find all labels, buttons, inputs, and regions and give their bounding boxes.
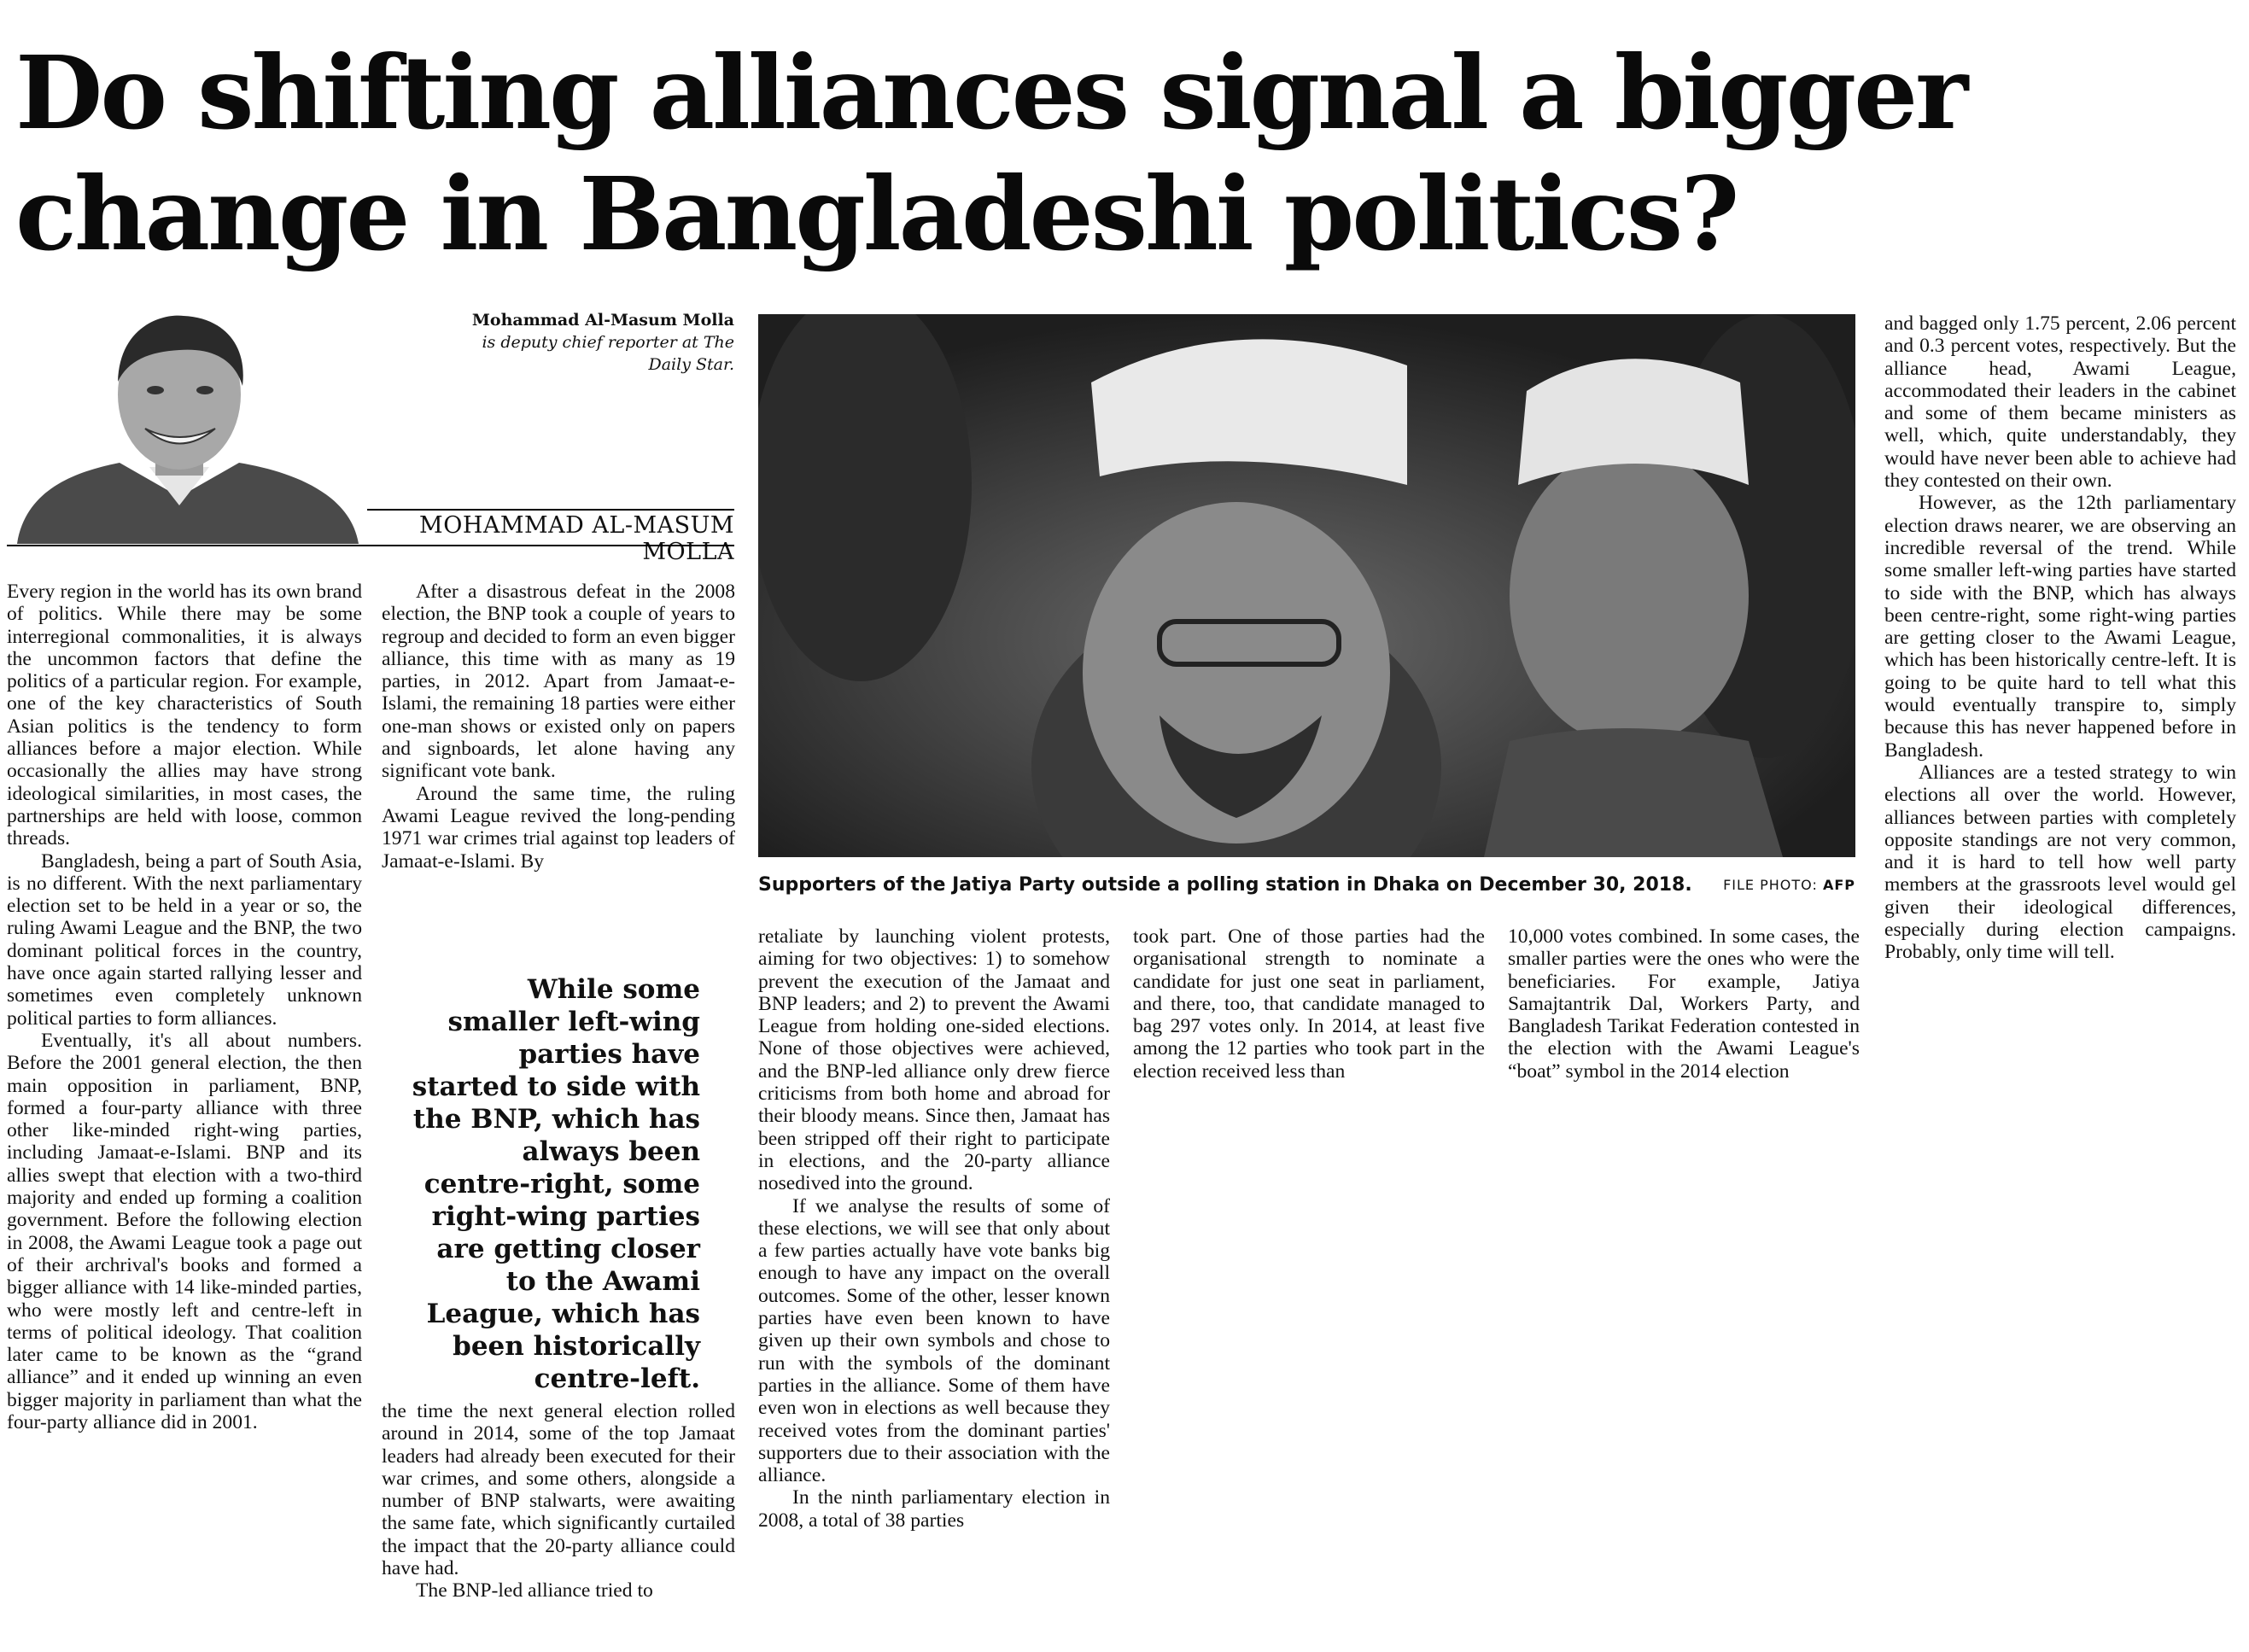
- paragraph: Every region in the world has its own brand of politics. While there may be some interregional commonalities, it is always the uncommon factors that define the politics of a particular region. For example, one of the key characteristics of South Asian politics is the tendency to form alliances before a major election. While occasionally the allies may have strong ideological similarities, in most cases, the partnerships are held with loose, common threads.: [7, 581, 362, 850]
- photo-credit-label: FILE PHOTO:: [1723, 877, 1818, 893]
- paragraph: retaliate by launching violent protests, aiming for two objectives: 1) to somehow prevent the execution of the Jamaat and BNP leaders; and 2) to prevent the Awami League from holding one-sided elections. None of those objectives were achieved, and the BNP-led alliance only drew fierce criticisms from both home and abroad for their bloody means. Since then, Jamaat has been stripped off their right to participate in elections, and the 20-party alliance nosedived into the ground.: [758, 925, 1110, 1195]
- photo-caption-text: Supporters of the Jatiya Party outside a polling station in Dhaka on December 30, 2018.: [758, 874, 1692, 896]
- author-role-1: is deputy chief reporter at The: [482, 333, 734, 352]
- paragraph: However, as the 12th parliamentary election draws nearer, we are observing an incredible reversal of the trend. While some smaller left-wing parties have started to side with the BNP, which has always been centre-right, some right-wing parties are getting closer to the Awami League, which has been historically centre-left. It is going to be quite hard to tell what this would eventually transpire to, simply because this has never happened before in Bangladesh.: [1884, 492, 2236, 762]
- paragraph: Eventually, it's all about numbers. Before the 2001 general election, the then main opposition in parliament, BNP, formed a four-party alliance with three other like-minded right-wing parties, including Jamaat-e-Islami. BNP and its allies swept that election with a two-third majority and ended up forming a coalition government. Before the following election in 2008, the Awami League took a page out of their archrival's books and formed a bigger alliance with 14 like-minded parties, who were mostly left and centre-left in terms of political ideology. That coalition later came to be known as the “grand alliance” and it ended up winning an even bigger majority in parliament than what the four-party alliance did in 2001.: [7, 1029, 362, 1433]
- byline-bottom-rule: [7, 545, 734, 546]
- column-4: [1133, 925, 1485, 1083]
- paragraph: After a disastrous defeat in the 2008 election, the BNP took a couple of years to regroup and decided to form an even bigger alliance, this time with as many as 19 parties, in 2012. Apart from Jamaat-e-Islami, the remaining 18 parties were either one-man shows or existed only on papers and signboards, let alone having any significant vote bank.: [382, 581, 735, 783]
- author-role-2: Daily Star.: [648, 355, 734, 374]
- author-headshot: [9, 301, 367, 544]
- column-2-top: [382, 581, 735, 873]
- column-5: [1508, 925, 1860, 1083]
- paragraph: Around the same time, the ruling Awami League revived the long-pending 1971 war crimes trial against top leaders of Jamaat-e-Islami. By: [382, 782, 735, 873]
- paragraph: Bangladesh, being a part of South Asia, is no different. With the next parliamentary election set to be held in a year or so, the ruling Awami League and the BNP, the two dominant political forces in the country, have once again started rallying lesser and sometimes even completely unknown political parties to form alliances.: [7, 849, 362, 1030]
- paragraph: If we analyse the results of some of these elections, we will see that only about a few parties actually have vote banks big enough to have any impact on the overall outcomes. Some of the other, lesser known parties have even been known to have given up their own symbols and chose to run with the symbols of the dominant parties in the alliance. Some of them have even won in elections as well because they received votes from the dominant parties' supporters due to their association with the alliance.: [758, 1194, 1110, 1487]
- headline-line-1: Do shifting alliances signal a bigger: [15, 33, 1966, 152]
- column-3: [758, 925, 1110, 1532]
- paragraph: Alliances are a tested strategy to win elections all over the world. However, alliances between parties with completely opposite standings are not very common, and it is hard to tell how well party members at the grassroots level would gel given their ideological differences, especially during election campaigns. Probably, only time will tell.: [1884, 761, 2236, 964]
- news-photo: [758, 314, 1855, 857]
- photo-credit: [1723, 877, 1855, 893]
- pull-quote: While some smaller left-wing parties have started to side with the BNP, which has always been centre-right, some right-wing parties are getting closer to the Awami League, which has been historically centre-left.: [412, 974, 700, 1394]
- byline: MOHAMMAD AL-MASUM MOLLA: [419, 512, 734, 565]
- paragraph: and bagged only 1.75 percent, 2.06 percent and 0.3 percent votes, respectively. But the alliance head, Awami League, accommodated their leaders in the cabinet and some of them became ministers as well, which, quite understandably, they would have never been able to achieve had they contested on their own.: [1884, 312, 2236, 493]
- headline-line-2: change in Bangladeshi politics?: [15, 155, 1738, 273]
- headline: [15, 32, 2235, 275]
- paragraph: The BNP-led alliance tried to: [416, 1579, 653, 1602]
- paragraph: the time the next general election rolled around in 2014, some of the top Jamaat leaders had already been executed for their war crimes, and some others, alongside a number of BNP stalwarts, were awaiting the same fate, which significantly curtailed the impact that the 20-party alliance could have had.: [382, 1400, 735, 1580]
- column-1: [7, 581, 362, 1433]
- byline-top-rule: [367, 509, 734, 511]
- column-2-bottom: [382, 1400, 735, 1602]
- paragraph: In the ninth parliamentary election in 2008, a total of 38 parties: [758, 1486, 1110, 1532]
- author-credit: [376, 309, 734, 376]
- paragraph: 10,000 votes combined. In some cases, the smaller parties were the ones who were the beneficiaries. For example, Jatiya Samajtantrik Dal, Workers Party, and Bangladesh Tarikat Federation contested in the election with the Awami League's “boat” symbol in the 2014 election: [1508, 925, 1860, 1083]
- paragraph: took part. One of those parties had the organisational strength to nominate a candidate for just one seat in parliament, and there, too, that candidate managed to bag 297 votes only. In 2014, at least five among the 12 parties who took part in the election received less than: [1133, 925, 1485, 1083]
- photo-credit-source: AFP: [1822, 877, 1855, 893]
- photo-caption: [758, 874, 1855, 896]
- author-name: Mohammad Al-Masum Molla: [471, 311, 734, 330]
- column-6: [1884, 312, 2236, 964]
